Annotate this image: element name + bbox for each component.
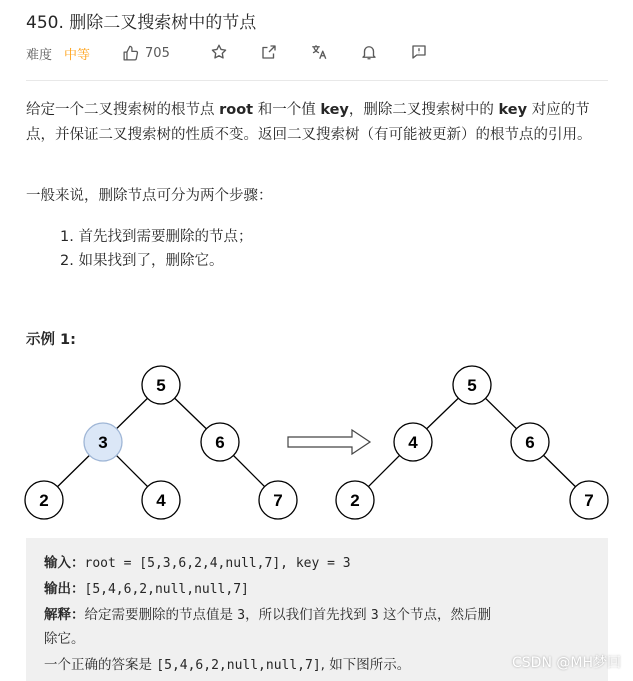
bst-diagram	[0, 360, 633, 530]
example-input-line	[44, 551, 351, 576]
feedback-button[interactable]	[410, 43, 428, 61]
explain-text: 给定需要删除的节点值是	[84, 607, 238, 623]
share-icon	[260, 43, 278, 61]
problem-title: 450. 删除二叉搜索树中的节点	[26, 13, 257, 33]
desc-root-keyword: root	[219, 102, 254, 118]
node-label: 6	[525, 433, 535, 452]
thumbs-up-icon	[122, 45, 139, 62]
desc-text: 给定一个二叉搜索树的根节点	[26, 102, 220, 118]
description-paragraph	[26, 98, 611, 148]
input-label: 输入：	[44, 555, 85, 571]
problem-meta	[26, 42, 170, 64]
node-label: 4	[156, 491, 166, 510]
header-divider	[26, 80, 608, 81]
input-value: root = [5,3,6,2,4,null,7], key = 3	[84, 556, 351, 571]
explain-value: 3	[370, 608, 379, 623]
output-value: [5,4,6,2,null,null,7]	[84, 582, 249, 597]
node-label: 3	[98, 433, 108, 452]
explain-label: 解释：	[44, 607, 85, 623]
example-explain-line-2: 除它。	[44, 631, 85, 647]
node-label: 7	[273, 491, 283, 510]
step-item: 1. 首先找到需要删除的节点；	[60, 229, 253, 245]
desc-key-keyword: key	[320, 102, 349, 118]
node-label: 2	[350, 491, 360, 510]
subscribe-button[interactable]	[360, 43, 378, 61]
node-label: 5	[156, 376, 166, 395]
translate-button[interactable]	[310, 43, 328, 61]
step-item: 2. 如果找到了，删除它。	[60, 253, 224, 269]
node-label: 4	[408, 433, 418, 452]
steps-intro: 一般来说，删除节点可分为两个步骤：	[26, 188, 273, 204]
example-title: 示例 1:	[26, 332, 76, 348]
favorite-button[interactable]	[210, 43, 228, 61]
explain-value: 3	[237, 608, 246, 623]
node-label: 5	[467, 376, 477, 395]
node-label: 6	[215, 433, 225, 452]
difficulty-badge: 中等	[64, 47, 91, 63]
example-answer-line	[44, 653, 410, 678]
example-output-line	[44, 577, 249, 602]
star-icon	[210, 43, 228, 61]
feedback-icon	[410, 43, 428, 61]
node-label: 7	[584, 491, 594, 510]
output-label: 输出：	[44, 581, 85, 597]
share-button[interactable]	[260, 43, 278, 61]
answer-text: , 如下图所示。	[320, 657, 411, 673]
translate-icon	[310, 43, 328, 61]
desc-text: 对应的节点，并保证二叉搜索树的性质不变。返回二叉搜索树（有可能被更新）的根节点的引用。	[26, 102, 592, 143]
difficulty-label: 难度	[26, 47, 53, 63]
desc-key-keyword: key	[498, 102, 528, 118]
like-count: 705	[145, 45, 170, 61]
explain-text: ，所以我们首先找到	[245, 607, 371, 623]
desc-text: 和一个值	[253, 102, 321, 118]
desc-text: ，删除二叉搜索树中的	[348, 102, 499, 118]
answer-value: [5,4,6,2,null,null,7]	[156, 658, 321, 673]
node-label: 2	[39, 491, 49, 510]
explain-text: 这个节点，然后删	[378, 607, 492, 623]
example-explain-line	[44, 603, 491, 628]
like-button[interactable]	[122, 45, 170, 62]
answer-text: 一个正确的答案是	[44, 657, 157, 673]
bell-icon	[360, 43, 378, 61]
watermark: CSDN @MH梦回	[512, 655, 621, 671]
arrow-icon	[288, 430, 370, 454]
